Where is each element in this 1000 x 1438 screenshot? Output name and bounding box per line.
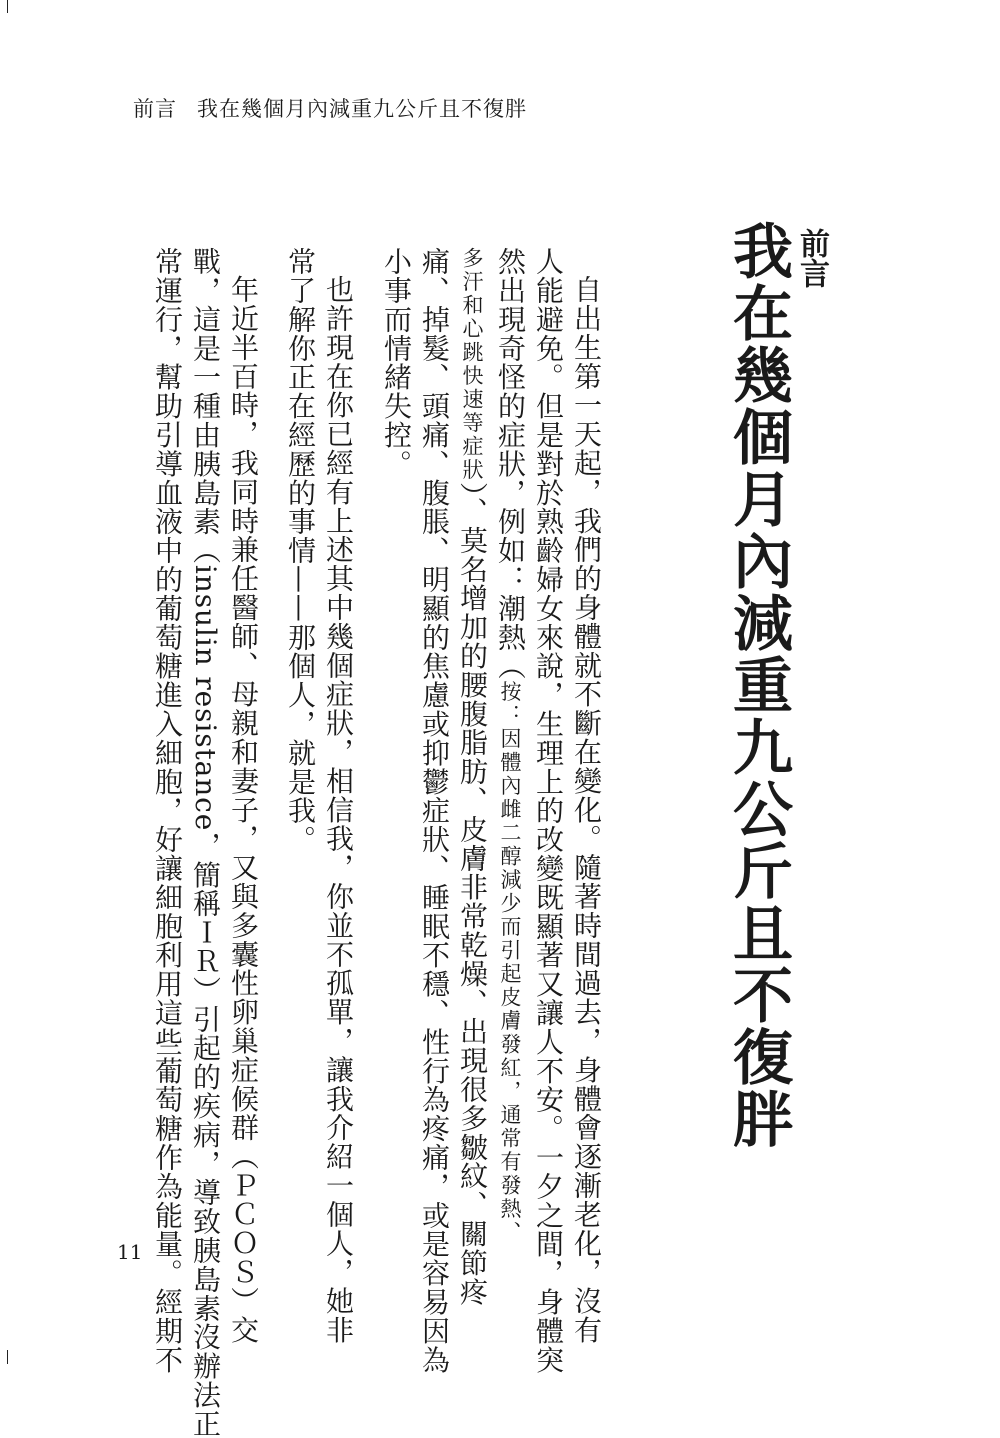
- body-line-6: 小事而情緒失控。: [380, 247, 413, 479]
- body-line-3: [494, 247, 527, 1245]
- crop-mark: [7, 1350, 8, 1364]
- body-line-3-text: 然出現奇怪的症狀，例如：潮熱（: [494, 247, 527, 681]
- translator-note: 按：因體內雌二醇減少而引起皮膚發紅，通常有發熱、: [498, 680, 522, 1245]
- translator-note-cont: 多汗和心跳快速等症狀: [460, 247, 484, 482]
- body-line-2: 人能避免。但是對於熟齡婦女來說，生理上的改變既顯著又讓人不安。一夕之間，身體突: [532, 247, 565, 1375]
- body-line-4: [456, 247, 489, 1307]
- body-line-8: 常了解你正在經歷的事情——那個人，就是我。: [284, 247, 317, 854]
- chapter-label: 前言: [794, 228, 829, 288]
- body-line-1: 自出生第一天起，我們的身體就不斷在變化。隨著時間過去，身體會逐漸老化，沒有: [570, 275, 603, 1345]
- running-header-section: 前言: [133, 97, 177, 121]
- page-number: 11: [117, 1240, 143, 1264]
- running-header-title: 我在幾個月內減重九公斤且不復胖: [197, 97, 527, 121]
- body-line-9: 年近半百時，我同時兼任醫師、母親和妻子，又與多囊性卵巢症候群（ＰＣＯＳ）交: [227, 275, 260, 1345]
- body-line-7: 也許現在你已經有上述其中幾個症狀，相信我，你並不孤單，讓我介紹一個人，她非: [322, 275, 355, 1345]
- running-header: [133, 93, 527, 123]
- body-line-10: 戰，這是一種由胰島素（insulin resistance，簡稱ＩＲ）引起的疾病，導致胰島素沒辦法正: [189, 247, 222, 1438]
- chapter-title: 我在幾個月內減重九公斤且不復胖: [723, 220, 793, 1150]
- crop-mark: [7, 0, 8, 13]
- body-line-5: 痛、掉髮、頭痛、腹脹、明顯的焦慮或抑鬱症狀、睡眠不穩、性行為疼痛，或是容易因為: [418, 247, 451, 1375]
- body-line-11: 常運行，幫助引導血液中的葡萄糖進入細胞，好讓細胞利用這些葡萄糖作為能量。經期不: [151, 247, 184, 1375]
- body-line-4-text: ）、莫名增加的腰腹脂肪、皮膚非常乾燥、出現很多皺紋、關節疼: [456, 482, 489, 1307]
